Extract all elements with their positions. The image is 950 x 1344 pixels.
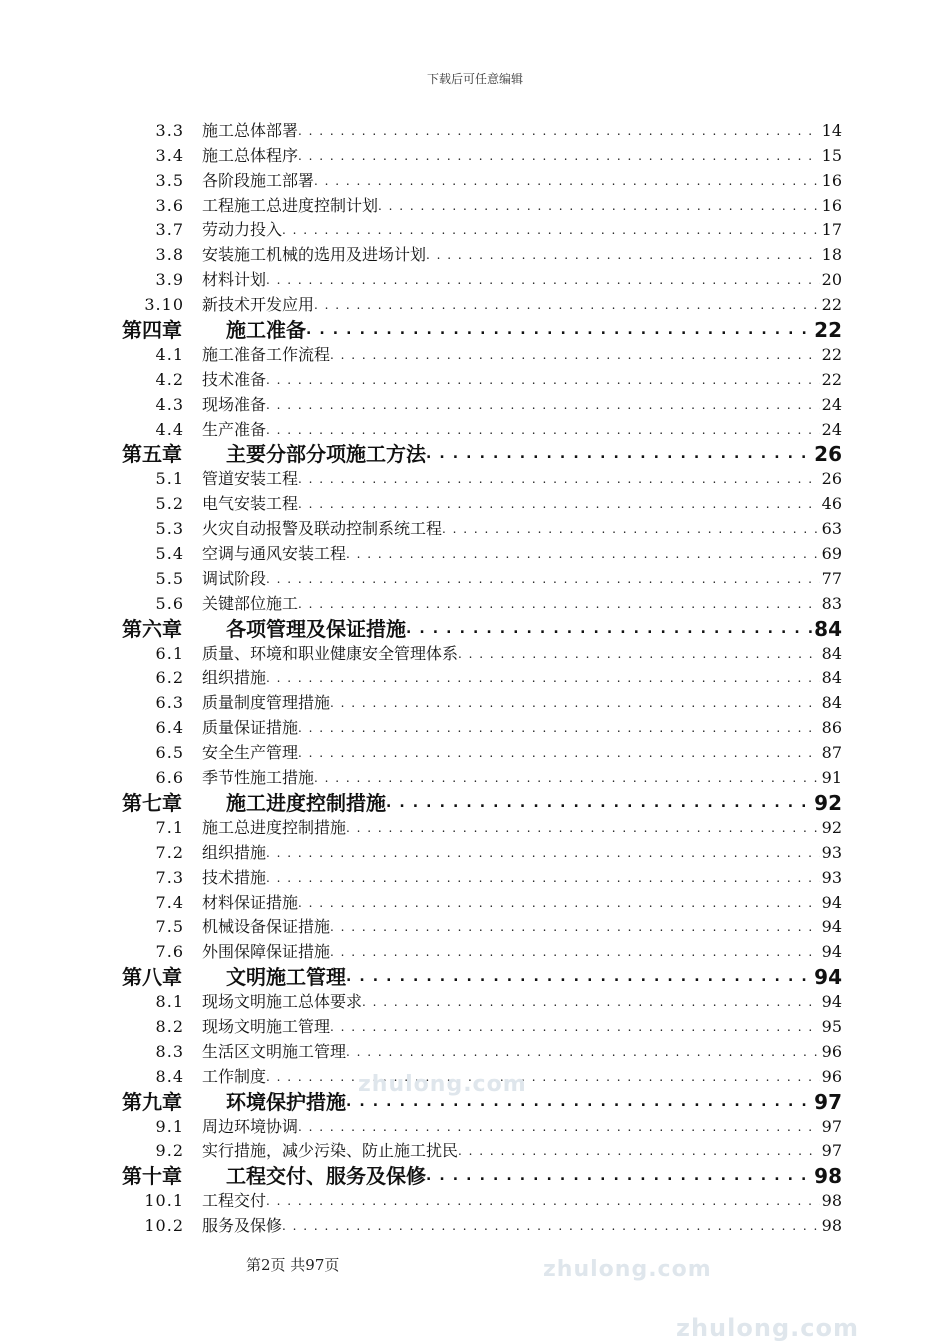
toc-entry-title: 现场准备 xyxy=(202,394,267,414)
toc-dot-leader xyxy=(346,542,820,566)
toc-section-entry[interactable] xyxy=(122,342,842,367)
toc-entry-page: 26 xyxy=(821,469,842,489)
toc-entry-page: 15 xyxy=(821,145,842,165)
toc-entry-title: 工程施工总进度控制计划 xyxy=(202,195,379,215)
toc-entry-page: 86 xyxy=(821,718,842,738)
toc-entry-title: 主要分部分项施工方法 xyxy=(226,442,426,467)
toc-entry-page: 83 xyxy=(821,593,842,613)
toc-entry-page: 22 xyxy=(821,369,842,389)
toc-entry-page: 46 xyxy=(821,494,842,514)
toc-entry-page: 77 xyxy=(821,568,842,588)
toc-section-entry[interactable] xyxy=(122,641,842,666)
toc-entry-title: 各项管理及保证措施 xyxy=(226,616,406,641)
toc-entry-page: 26 xyxy=(814,442,842,467)
toc-entry-page: 24 xyxy=(821,394,842,414)
toc-dot-leader xyxy=(314,766,820,790)
toc-dot-leader xyxy=(378,194,820,218)
toc-dot-leader xyxy=(298,467,820,491)
toc-dot-leader xyxy=(442,517,820,541)
toc-entry-number: 第四章 xyxy=(122,318,182,343)
toc-chapter-entry[interactable] xyxy=(122,964,842,989)
toc-entry-title: 施工总进度控制措施 xyxy=(202,817,347,837)
toc-entry-title: 生活区文明施工管理 xyxy=(202,1041,347,1061)
toc-entry-page: 92 xyxy=(814,790,842,815)
toc-entry-page: 91 xyxy=(821,768,842,788)
toc-entry-page: 22 xyxy=(821,344,842,364)
toc-section-entry[interactable] xyxy=(122,1039,842,1064)
toc-entry-number: 4.1 xyxy=(155,344,184,364)
toc-section-entry[interactable] xyxy=(122,193,842,218)
toc-section-entry[interactable] xyxy=(122,1139,842,1164)
toc-entry-title: 新技术开发应用 xyxy=(202,295,315,315)
toc-entry-title: 施工准备 xyxy=(226,318,306,343)
toc-entry-title: 电气安装工程 xyxy=(202,494,299,514)
toc-entry-title: 技术准备 xyxy=(202,369,267,389)
toc-entry-page: 97 xyxy=(821,1141,842,1161)
toc-dot-leader xyxy=(282,1214,820,1238)
toc-entry-number: 6.4 xyxy=(155,718,184,738)
toc-entry-title: 材料计划 xyxy=(202,270,267,290)
toc-entry-number: 3.9 xyxy=(155,270,184,290)
toc-entry-title: 组织措施 xyxy=(202,668,267,688)
toc-entry-title: 工程交付 xyxy=(202,1191,267,1211)
toc-entry-number: 第九章 xyxy=(122,1089,182,1114)
toc-entry-page: 87 xyxy=(821,743,842,763)
toc-dot-leader xyxy=(298,716,820,740)
toc-entry-page: 92 xyxy=(821,817,842,837)
toc-dot-leader xyxy=(266,567,820,591)
toc-dot-leader xyxy=(266,841,820,865)
toc-entry-title: 调试阶段 xyxy=(202,568,267,588)
page-header: 下载后可任意编辑 xyxy=(426,72,523,86)
toc-entry-title: 外围保障保证措施 xyxy=(202,942,331,962)
toc-entry-page: 22 xyxy=(814,318,842,343)
toc-section-entry[interactable] xyxy=(122,1213,842,1238)
toc-entry-page: 94 xyxy=(821,992,842,1012)
toc-section-entry[interactable] xyxy=(122,392,842,417)
toc-section-entry[interactable] xyxy=(122,690,842,715)
toc-entry-number: 6.1 xyxy=(155,643,184,663)
toc-entry-number: 3.7 xyxy=(155,220,184,240)
toc-chapter-entry[interactable] xyxy=(122,790,842,815)
toc-dot-leader xyxy=(298,119,820,143)
toc-entry-title: 质量保证措施 xyxy=(202,718,299,738)
toc-entry-page: 24 xyxy=(821,419,842,439)
toc-entry-page: 14 xyxy=(821,120,842,140)
toc-entry-number: 3.8 xyxy=(155,245,184,265)
toc-entry-title: 组织措施 xyxy=(202,842,267,862)
toc-entry-title: 施工准备工作流程 xyxy=(202,344,331,364)
toc-chapter-entry[interactable] xyxy=(122,442,842,467)
toc-entry-page: 93 xyxy=(821,842,842,862)
toc-entry-title: 施工进度控制措施 xyxy=(226,790,386,815)
toc-entry-page: 69 xyxy=(821,544,842,564)
toc-dot-leader xyxy=(330,343,820,367)
toc-dot-leader xyxy=(298,1115,820,1139)
toc-entry-number: 5.2 xyxy=(155,494,184,514)
toc-section-entry[interactable] xyxy=(122,118,842,143)
toc-entry-number: 9.1 xyxy=(155,1116,184,1136)
toc-entry-page: 63 xyxy=(821,519,842,539)
toc-section-entry[interactable] xyxy=(122,566,842,591)
toc-entry-number: 7.5 xyxy=(155,917,184,937)
toc-dot-leader xyxy=(266,368,820,392)
toc-entry-number: 第六章 xyxy=(122,616,182,641)
toc-entry-title: 施工总体部署 xyxy=(202,120,299,140)
toc-entry-number: 4.4 xyxy=(155,419,184,439)
toc-dot-leader xyxy=(298,592,820,616)
toc-chapter-entry[interactable] xyxy=(122,317,842,342)
toc-entry-number: 7.1 xyxy=(155,817,184,837)
toc-entry-number: 第五章 xyxy=(122,442,182,467)
toc-dot-leader xyxy=(330,691,820,715)
toc-entry-number: 8.1 xyxy=(155,992,184,1012)
toc-entry-page: 84 xyxy=(821,668,842,688)
toc-entry-page: 20 xyxy=(821,270,842,290)
toc-dot-leader xyxy=(386,791,812,815)
toc-entry-number: 7.4 xyxy=(155,892,184,912)
toc-entry-title: 文明施工管理 xyxy=(226,965,346,990)
toc-entry-number: 7.2 xyxy=(155,842,184,862)
toc-section-entry[interactable] xyxy=(122,466,842,491)
toc-entry-page: 22 xyxy=(821,295,842,315)
toc-section-entry[interactable] xyxy=(122,541,842,566)
toc-dot-leader xyxy=(458,1139,820,1163)
toc-section-entry[interactable] xyxy=(122,840,842,865)
toc-entry-page: 93 xyxy=(821,867,842,887)
toc-entry-page: 96 xyxy=(821,1041,842,1061)
toc-entry-page: 97 xyxy=(814,1089,842,1114)
toc-dot-leader xyxy=(330,1015,820,1039)
toc-section-entry[interactable] xyxy=(122,1014,842,1039)
toc-entry-number: 7.3 xyxy=(155,867,184,887)
toc-entry-number: 3.4 xyxy=(155,145,184,165)
toc-entry-page: 98 xyxy=(821,1191,842,1211)
toc-section-entry[interactable] xyxy=(122,765,842,790)
toc-entry-title: 服务及保修 xyxy=(202,1216,283,1236)
toc-dot-leader xyxy=(306,318,812,342)
toc-dot-leader xyxy=(330,915,820,939)
toc-entry-number: 3.5 xyxy=(155,170,184,190)
toc-entry-page: 84 xyxy=(814,616,842,641)
toc-entry-number: 8.3 xyxy=(155,1041,184,1061)
toc-entry-page: 94 xyxy=(814,965,842,990)
toc-dot-leader xyxy=(282,218,820,242)
toc-entry-number: 7.6 xyxy=(155,942,184,962)
toc-section-entry[interactable] xyxy=(122,666,842,691)
toc-section-entry[interactable] xyxy=(122,591,842,616)
toc-entry-page: 98 xyxy=(814,1164,842,1189)
toc-dot-leader xyxy=(346,1040,820,1064)
toc-dot-leader xyxy=(298,144,820,168)
toc-section-entry[interactable] xyxy=(122,267,842,292)
toc-entry-title: 施工总体程序 xyxy=(202,145,299,165)
toc-entry-number: 5.4 xyxy=(155,544,184,564)
toc-entry-number: 5.5 xyxy=(155,568,184,588)
toc-entry-number: 6.5 xyxy=(155,743,184,763)
toc-entry-number: 第十章 xyxy=(122,1164,182,1189)
toc-entry-title: 机械设备保证措施 xyxy=(202,917,331,937)
toc-dot-leader xyxy=(426,442,812,466)
toc-entry-page: 98 xyxy=(821,1216,842,1236)
toc-entry-number: 6.3 xyxy=(155,693,184,713)
toc-entry-number: 10.1 xyxy=(144,1191,184,1211)
toc-dot-leader xyxy=(362,990,820,1014)
toc-dot-leader xyxy=(266,393,820,417)
toc-dot-leader xyxy=(330,940,820,964)
toc-entry-title: 工程交付、服务及保修 xyxy=(226,1164,426,1189)
toc-section-entry[interactable] xyxy=(122,939,842,964)
toc-entry-number: 3.10 xyxy=(144,295,184,315)
toc-entry-number: 3.3 xyxy=(155,120,184,140)
toc-entry-page: 94 xyxy=(821,917,842,937)
page-footer: 第2页 共97页 xyxy=(246,1256,340,1274)
toc-section-entry[interactable] xyxy=(122,989,842,1014)
toc-entry-title: 各阶段施工部署 xyxy=(202,170,315,190)
toc-entry-number: 4.2 xyxy=(155,369,184,389)
toc-entry-number: 9.2 xyxy=(155,1141,184,1161)
toc-section-entry[interactable] xyxy=(122,740,842,765)
toc-section-entry[interactable] xyxy=(122,367,842,392)
toc-dot-leader xyxy=(298,492,820,516)
toc-section-entry[interactable] xyxy=(122,242,842,267)
toc-entry-title: 关键部位施工 xyxy=(202,593,299,613)
toc-entry-title: 生产准备 xyxy=(202,419,267,439)
toc-entry-title: 现场文明施工管理 xyxy=(202,1016,331,1036)
toc-entry-page: 16 xyxy=(821,195,842,215)
toc-entry-title: 劳动力投入 xyxy=(202,220,283,240)
toc-entry-title: 材料保证措施 xyxy=(202,892,299,912)
toc-dot-leader xyxy=(266,1189,820,1213)
toc-entry-number: 10.2 xyxy=(144,1216,184,1236)
table-of-contents xyxy=(122,118,842,1238)
toc-entry-page: 17 xyxy=(821,220,842,240)
toc-entry-page: 16 xyxy=(821,170,842,190)
toc-entry-number: 6.6 xyxy=(155,768,184,788)
toc-entry-number: 3.6 xyxy=(155,195,184,215)
toc-section-entry[interactable] xyxy=(122,865,842,890)
toc-dot-leader xyxy=(298,891,820,915)
toc-section-entry[interactable] xyxy=(122,168,842,193)
toc-entry-number: 第八章 xyxy=(122,965,182,990)
toc-entry-title: 安装施工机械的选用及进场计划 xyxy=(202,245,427,265)
toc-entry-number: 第七章 xyxy=(122,790,182,815)
toc-entry-title: 实行措施，减少污染、防止施工扰民 xyxy=(202,1141,459,1161)
toc-entry-page: 84 xyxy=(821,693,842,713)
toc-entry-page: 94 xyxy=(821,892,842,912)
toc-section-entry[interactable] xyxy=(122,218,842,243)
toc-entry-number: 5.3 xyxy=(155,519,184,539)
toc-entry-title: 季节性施工措施 xyxy=(202,768,315,788)
toc-dot-leader xyxy=(266,418,820,442)
toc-section-entry[interactable] xyxy=(122,890,842,915)
toc-entry-title: 质量制度管理措施 xyxy=(202,693,331,713)
toc-entry-title: 质量、环境和职业健康安全管理体系 xyxy=(202,643,459,663)
toc-entry-page: 84 xyxy=(821,643,842,663)
toc-dot-leader xyxy=(266,866,820,890)
toc-dot-leader xyxy=(458,642,820,666)
toc-chapter-entry[interactable] xyxy=(122,616,842,641)
toc-entry-title: 空调与通风安装工程 xyxy=(202,544,347,564)
watermark: zhulong.com xyxy=(358,1072,527,1097)
toc-entry-number: 8.2 xyxy=(155,1016,184,1036)
toc-dot-leader xyxy=(406,617,812,641)
toc-section-entry[interactable] xyxy=(122,516,842,541)
toc-chapter-entry[interactable] xyxy=(122,1163,842,1188)
toc-dot-leader xyxy=(266,268,820,292)
toc-section-entry[interactable] xyxy=(122,1188,842,1213)
toc-section-entry[interactable] xyxy=(122,1114,842,1139)
toc-dot-leader xyxy=(266,1065,820,1089)
toc-entry-number: 5.6 xyxy=(155,593,184,613)
toc-entry-title: 周边环境协调 xyxy=(202,1116,299,1136)
toc-entry-title: 工作制度 xyxy=(202,1066,267,1086)
toc-entry-title: 管道安装工程 xyxy=(202,469,299,489)
toc-entry-number: 5.1 xyxy=(155,469,184,489)
toc-entry-page: 97 xyxy=(821,1116,842,1136)
toc-entry-number: 8.4 xyxy=(155,1066,184,1086)
toc-dot-leader xyxy=(266,666,820,690)
toc-dot-leader xyxy=(346,965,812,989)
toc-dot-leader xyxy=(426,1164,812,1188)
toc-section-entry[interactable] xyxy=(122,491,842,516)
toc-section-entry[interactable] xyxy=(122,715,842,740)
toc-entry-page: 94 xyxy=(821,942,842,962)
toc-section-entry[interactable] xyxy=(122,143,842,168)
toc-section-entry[interactable] xyxy=(122,417,842,442)
toc-entry-title: 技术措施 xyxy=(202,867,267,887)
toc-entry-page: 18 xyxy=(821,245,842,265)
toc-dot-leader xyxy=(346,816,820,840)
toc-section-entry[interactable] xyxy=(122,292,842,317)
watermark: zhulong.com xyxy=(543,1257,712,1282)
toc-dot-leader xyxy=(314,293,820,317)
watermark: zhulong.com xyxy=(676,1314,859,1342)
toc-entry-title: 环境保护措施 xyxy=(226,1089,346,1114)
toc-entry-number: 4.3 xyxy=(155,394,184,414)
toc-entry-title: 现场文明施工总体要求 xyxy=(202,992,363,1012)
toc-dot-leader xyxy=(426,243,820,267)
toc-dot-leader xyxy=(298,741,820,765)
toc-entry-title: 火灾自动报警及联动控制系统工程 xyxy=(202,519,443,539)
toc-entry-title: 安全生产管理 xyxy=(202,743,299,763)
toc-section-entry[interactable] xyxy=(122,915,842,940)
toc-entry-number: 6.2 xyxy=(155,668,184,688)
toc-entry-page: 95 xyxy=(821,1016,842,1036)
toc-dot-leader xyxy=(314,169,820,193)
toc-entry-page: 96 xyxy=(821,1066,842,1086)
toc-section-entry[interactable] xyxy=(122,815,842,840)
